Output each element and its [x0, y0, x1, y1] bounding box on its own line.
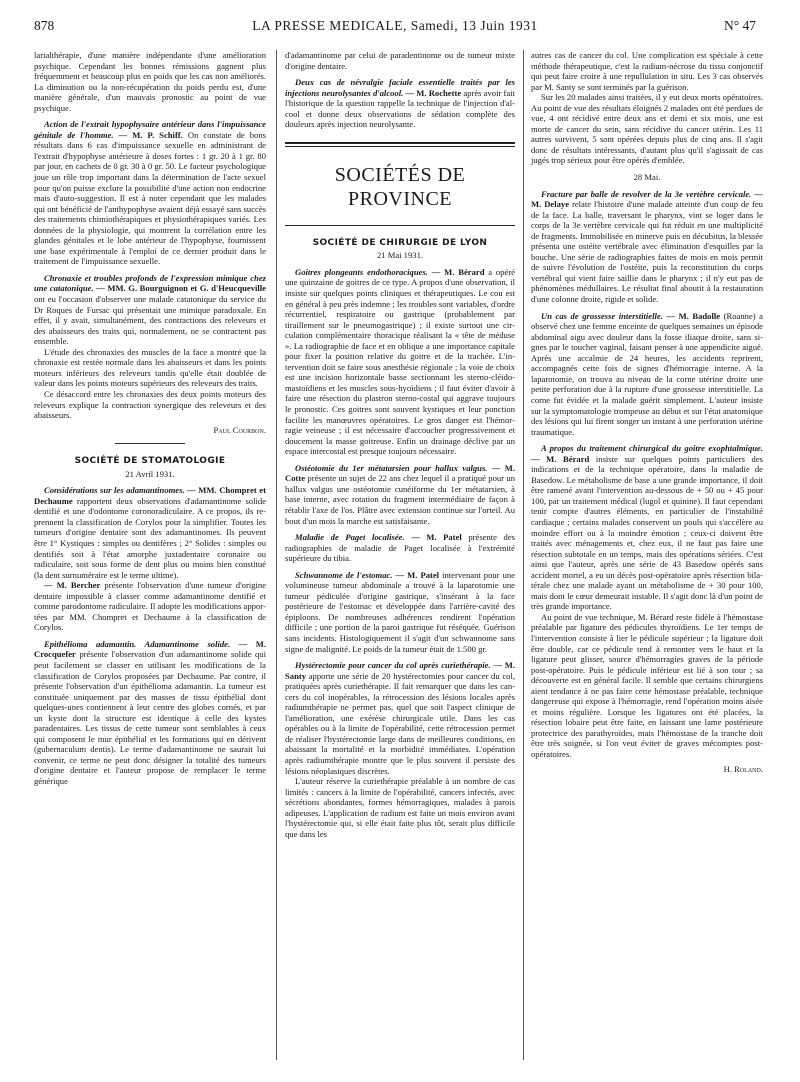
paragraph: autres cas de cancer du col. Une complication est spéciale à cette méthode thérapeutique, c'est la radium-nécrose du tissu conjonctif qui peut faire croire à une repullulation in situ. Les 3 cas observés par M. Santy se sont terminés par la guérison. [531, 50, 763, 92]
article-body: présente l'observation d'un adamantinome solide qui peut facilement se classer en utilisant les modifications de la classification de Corylos proposées par Dechaume. Par contre, il présente l'observation d'un épithélioma adamantin. La tumeur est constituée uniquement par des masses de tissu épithélial dont quelques-unes contiennent à leur centre des globes cornés, et par un kyste dont la structure est identique à celle des kystes paradentaires. Les tissus de cette tumeur sont semblables à ceux qui composent le mur épithélial et les formations qui en dérivent (gubernaculum dentis). Le terme d'adamantinome ne saurait lui convenir, ce terme ne peut donc désigner la totalité des tumeurs d'origine dentaire et l'auteur propose de remplacer le terme générique [34, 649, 266, 786]
article-title: Maladie de Paget localisée. [295, 532, 405, 543]
article-body: a opéré une quinzaine de goitres de ce type. A propos d'une observation, il insiste sur quelques points cliniques et thérapeutiques. Le cou est en général à peu près indemne ; les troubles sont variables, d'ordre récurrentiel, respiratoire ou gastrique (probablement par tiraillement sur le pneumogastrique) ; il existe surtout une circulation complémentaire thoracique réalisant la « tête de méduse ». La radiographie de face et en oblique a une importance capitale pour fixer la position relative du goitre et de la trachée. L'intervention doit se faire sous anesthésie régionale ; la voie de choix est une incision horizontale basse sectionnant les sterno-cléido-mastoïdiens et les muscles sous-hyoïdiens ; il faut éviter d'avoir à faire une résection du plastron sterno-costal qui aggrave toujours le pronostic. Ces goitres sont souvent kystiques et leur ponction facilite les manœuvres opératoires. Le gros danger est l'hémorragie veineuse ; il est nécessaire d'accoucher progressivement et doucement la masse goitreuse. Enfin un drainage déclive par un espace intercostal est presque toujours nécessaire. [285, 266, 515, 457]
journal-title: LA PRESSE MEDICALE, Samedi, 13 Juin 1931 [252, 18, 538, 33]
article-body: rapportent deux observations d'adamantinome solide dentifié et une d'odontome coronoradiculaire. A ce propos, ils reprennent la classification de Corylos pour la simplifier. Toutes les tumeurs d'origine dentaire sont des adamantinomes. Ils peuvent être 1° Kystiques : simples ou dentifères ; 2° Solides : simples ou dentifiés soit à l'état amorphe juxtadentaire coronaire ou radiculaire, soit sous forme de dent plus ou moins bien constitué (la dent surnuméraire est le terme ultime). [34, 495, 266, 580]
column-left [34, 50, 266, 787]
section-divider [115, 443, 185, 444]
article [531, 443, 763, 612]
paragraph [34, 580, 266, 633]
article-body: apporte une série de 20 hystérectomies pour cancer du col, pratiquées après curiethérapie. Il fait remarquer que dans les cancers du col inopérables, la rétrocession des lésions locales après radiumthérapie ne permet pas, quel que soit l'aspect clinique de l'amélioration, une exérèse chirurgicale utile. Dans les cas opérables ou à la limite de l'opérabilité, cette rétrocession permet de réaliser l'hystérectomie large dans de meilleures conditions, en abaissant la mortalité et la morbidité immédiates. L'opération après radiumthérapie montre que le plus souvent il persiste des lésions néoplasiques discrètes. [285, 670, 515, 776]
paragraph: Au point de vue technique, M. Bérard reste fidèle à l'hémostase préalable par ligature des pédicules thyroïdiens. Le 1er temps de l'intervention consiste à lier le pédicule supérieur ; la ligature doit être double, car ce pédicule tend à remonter vers le haut et la ligature peut glisser, source d'hémorragies graves de la période post-opératoire. Puis le pédicule inférieur est lié à son tour ; sa découverte est en général facile. Il semble que certains chirurgiens aient tendance à ne pas faire cette hémostase préalable, technique dangereuse qui expose à l'hémorragie, rend l'opération moins aisée et moins régulière. Lorsque les ligatures ont été placées, la résection lobaire peut être faite, en laissant une lame postérieure protectrice des parathyroïdes, mais l'hémostase de la tranche doit être très soignée, si l'on veut éviter de graves mécomptes post-opératoires. [531, 611, 763, 759]
article-title: Epithélioma adamantin. Adamantinome solide. [44, 638, 231, 649]
article [285, 570, 515, 654]
paragraph: larialthérapie, d'une manière indépendante d'une amélioration psychique. Cependant les bonnes rémissions gagnent plus fréquemment et beaucoup plus en poids que les cas non améliorés. La diminution ou la non-récupération du poids perdu est, d'une manière générale, d'un mauvais pronostic au point de vue psychique. [34, 50, 266, 113]
article [34, 639, 266, 787]
article-author: — M. Bérard [531, 453, 590, 464]
session-date: 28 Mai. [633, 172, 661, 183]
article-author: — M. Patel [395, 569, 440, 580]
article-title: Action de l'extrait hypophysaire antérieur dans l'impuissance génitale de l'homme. [34, 119, 266, 140]
paragraph: Sur les 20 malades ainsi traitées, il y eut deux morts opératoires. Au point de vue des résultats éloignés 2 malades ont été perdues de vue, 4 ont récidivé entre deux ans et demi et six mois, une est morte de cancer du sein, sans récidive du cancer utérin. Les 11 autres survivent, 5 sont opérées depuis plus de cinq ans. Il s'agit donc de résultats intéressants, d'autant plus qu'il s'agissait de cas jugés trop sérieux pour être opérés d'emblée. [531, 92, 763, 166]
article-body: après avoir fait l'historique de la question rappelle la technique de l'injection d'alcool et donne deux observations de sédation complète des douleurs après injection neurolysante. [285, 87, 515, 130]
page-header [34, 18, 756, 34]
society-heading: SOCIÉTÉ DE STOMATOLOGIE [74, 456, 226, 467]
article-author: — M. Bérard [431, 266, 485, 277]
signature: Paul Courbon. [213, 424, 266, 435]
article [34, 119, 266, 267]
article-body: présente un sujet de 22 ans chez lequel il a pratiqué pour un hallux valgus une ostéotomie cunéiforme du 1er métatarsien, à base interne, avec rotation du fragment intermédiaire de façon à rétablir l'axe de l'os. Plâtre avec extension continue sur l'orteil. Au bout d'un mois la marche est satisfaisante. [285, 473, 515, 526]
article-body: (Roanne) a observé chez une femme enceinte de quelques semaines un épisode abdominal aigu avec douleur dans la fosse iliaque droite, sans signes par le toucher vaginal, faisant penser à une appendicite aiguë. Après une accalmie de 24 heures, les accidents reprirent, accompagnés cette fois de signes d'hémorragie interne. A la laparotomie, on trouva au niveau de la corne utérine droite une petite perforation due à la rupture d'une grossesse interstitielle. La corne fut évidée et la malade guérit simplement. L'auteur insiste sur la symptomatologie trompeuse au début et sur l'état anatomique des lésions qui lui firent songer un instant à une perforation utérine traumatique. [531, 310, 763, 437]
article-author: — M. Crocquefer [34, 638, 266, 660]
article-author: — M. Badolle [666, 310, 721, 321]
society-heading: SOCIÉTÉ DE CHIRURGIE DE LYON [312, 237, 488, 248]
article [285, 532, 515, 564]
article [285, 267, 515, 457]
article [34, 485, 266, 580]
article [34, 273, 266, 347]
article-author: — M. Cotte [285, 462, 515, 484]
article-author: — MM. Chompret et Dechaume [34, 485, 266, 506]
article-body: intervenant pour une volumineuse tumeur abdominale a trouvé à la laparotomie une tumeur pédiculée d'origine gastrique, s'insérant à la face postérieure de l'estomac et développée dans l'arrière-cavité des épiploons. De nombreuses adhérences rendirent l'opération difficile ; une portion de la paroi gastrique fut réséquée. Guérison sans incidents. Histologiquement il s'agit d'un schwannome sans signe de malignité. Le poids de la tumeur était de 1.500 gr. [285, 569, 515, 654]
article [285, 77, 515, 130]
article-title: Considérations sur les adamantinomes. [44, 485, 185, 496]
article-body: insiste sur quelques points particuliers des indications et de la technique opératoire, dans la maladie de Basedow. Le métabolisme de base a une grande importance, il doit être ramené avant l'intervention au-dessous de + 50 ou + 45 pour 100, par un traitement médical (lugol et quinine). Il faut cependant tenir compte d'autres éléments, en particulier de l'instabilité cardiaque ; certains malades conservent un pouls qui s'accélère au moindre effort ou à la moindre émotion ; ceux-ci doivent être traités avec ménagements et, chez eux, il ne faut pas faire une résection subtotale en un temps, mais des opérations sériées. C'est ainsi que l'auteur, après une série de 43 Basedow opérés sans accident mortel, a eu un décès post-opératoire après résection bilatérale chez une malade ayant un métabolisme de + 30 pour 100, mais dont le cœur demeurait instable. Il s'agit donc là d'un point de très grande importance. [531, 453, 763, 612]
article-author: — M. Bercher [44, 580, 101, 591]
paragraph: d'adamantinome par celui de paradentinome ou de tumeur mixte d'origine dentaire. [285, 50, 515, 71]
article-body: présente l'observation d'une tumeur d'origine dentaire impossible à classer comme adamantinome dentifié et comme parodontome radiculaire. Il adopte les modifications apportées par MM. Chompret et Dechaume à la classification de Corylos. [34, 580, 266, 633]
article-title: Schwannome de l'estomac. [295, 569, 393, 580]
article-title: Un cas de grossesse interstitielle. [541, 310, 663, 321]
section-title: SOCIÉTÉS DE PROVINCE [334, 163, 466, 210]
article-title: Ostéotomie du 1er métatarsien pour hallux valgus. [295, 462, 488, 473]
issue-number: N° 47 [723, 18, 756, 33]
article-title: Chronaxie et troubles profonds de l'expression mimique chez une catatonique. [34, 272, 266, 294]
article-title: Hystérectomie pour cancer du col après curiethérapie. [295, 660, 491, 671]
article-author: — M. P. Schiff. [118, 129, 183, 140]
paragraph: Ce désaccord entre les chronaxies des deux points moteurs des releveurs explique la contraction synergique des releveurs et des abaisseurs. [34, 388, 266, 421]
article-title: Deux cas de névralgie faciale essentielle traités par les injections neurolysantes d'alcool. [285, 77, 515, 98]
article-title: Fracture par balle de revolver de la 3e vertèbre cervicale. [541, 188, 752, 199]
article [531, 311, 763, 438]
section-rule [285, 225, 515, 226]
paragraph: L'étude des chronaxies des muscles de la face a montré que la chronaxie est restée normale dans les abaisseurs et dans les points moteurs inférieurs des releveurs tandis qu'elle était doublée de valeur dans les points moteurs supérieurs des releveurs des traits. [34, 346, 266, 389]
article-title: Goitres plongeants endothoraciques. [295, 266, 428, 277]
page-number: 878 [34, 18, 55, 33]
article-body: présente des radiographies de maladie de Paget localisée à l'extrémité supérieure du tibia. [285, 532, 515, 564]
article-body: On constate de bons résultats dans 6 cas d'impuissance sexuelle en administrant de l'extrait d'hypophyse antérieure à doses fortes : 1 gr. 20 à 1 gr. 80 par jour, en cachets de 0 gr. 30 à 0 gr. 50. Le facteur psychologique joue un rôle trop important dans la détermination de l'acte sexuel pour qu'on puisse exclure la possibilité d'une action non endocrine mais d'auto-suggestion. Il est à noter cependant que les malades qui ont bénéficié de l'anthypophyse avaient déjà essayé sans succès des traitements chimiothérapiques et physiothérapiques variés. Les données de la physiologie, qui montrent la corrélation entre les glandes génitales et le lobe antérieur de l'hypophyse, fournissent une base expérimentale à l'emploi de ce dernier produit dans le traitement de l'impuissance sexuelle. [34, 129, 266, 267]
column-right [531, 50, 763, 774]
article-author: — MM. G. Bourguignon et G. d'Heucqueville [96, 283, 266, 294]
article [285, 660, 515, 776]
article-body: relate l'histoire d'une malade atteinte d'un coup de feu de la face. La balle, traversant le pharynx, vint se loger dans le corps de la 3e vertèbre cervicale qui fut réduit en une multiplicité de fragments. Immobilisée en minerve puis en décubitus, la blessée présenta une ostéite vertébrale avec élimination d'esquilles par la bouche. Une série de radiographies faites de mois en mois permit de suivre l'évolution de l'ostéite, puis la reconstitution du corps vertébral qui vient faire saillie dans le pharynx ; il n'y eut pas de phénomènes médullaires. Le résultat final aboutit à la restauration d'une colonne droite, rigide et solide. [531, 199, 763, 305]
article [531, 189, 763, 305]
article-author: — M. Santy [285, 660, 515, 681]
article [285, 463, 515, 526]
signature: H. Roland. [723, 763, 763, 774]
article-body: ont eu l'occasion d'observer une malade catatonique du service du Dr Roques de Fursac qui présentait une mimique paradoxale. En effet, il y avait, simultanément, des contractions des releveurs et des abaisseurs des traits qui, normalement, ne se contractent pas ensemble. [34, 294, 266, 347]
section-rule [285, 142, 515, 147]
column-divider [523, 50, 524, 1060]
column-middle [285, 50, 515, 839]
column-divider [276, 50, 277, 1060]
article-title: A propos du traitement chirurgical du goitre exophtalmique. [541, 443, 763, 454]
article-author: — M. Delaye [531, 188, 763, 210]
article-author: — M. Patel [411, 532, 462, 543]
article-author: — M. Rochette [405, 87, 462, 98]
paragraph: L'auteur réserve la curiethérapie préalable à un nombre de cas limités : cancers à la limite de l'opérabilité, cancers infectés, avec sécrétions abondantes, formes hémorragiques, malades à parois adipeuses. L'application de radium est faite un mois environ avant l'hystérectomie qui, si elle était faite plus tôt, serait plus difficile que dans les [285, 776, 515, 839]
session-date: 21 Avril 1931. [125, 468, 175, 479]
session-date: 21 Mai 1931. [376, 250, 424, 261]
